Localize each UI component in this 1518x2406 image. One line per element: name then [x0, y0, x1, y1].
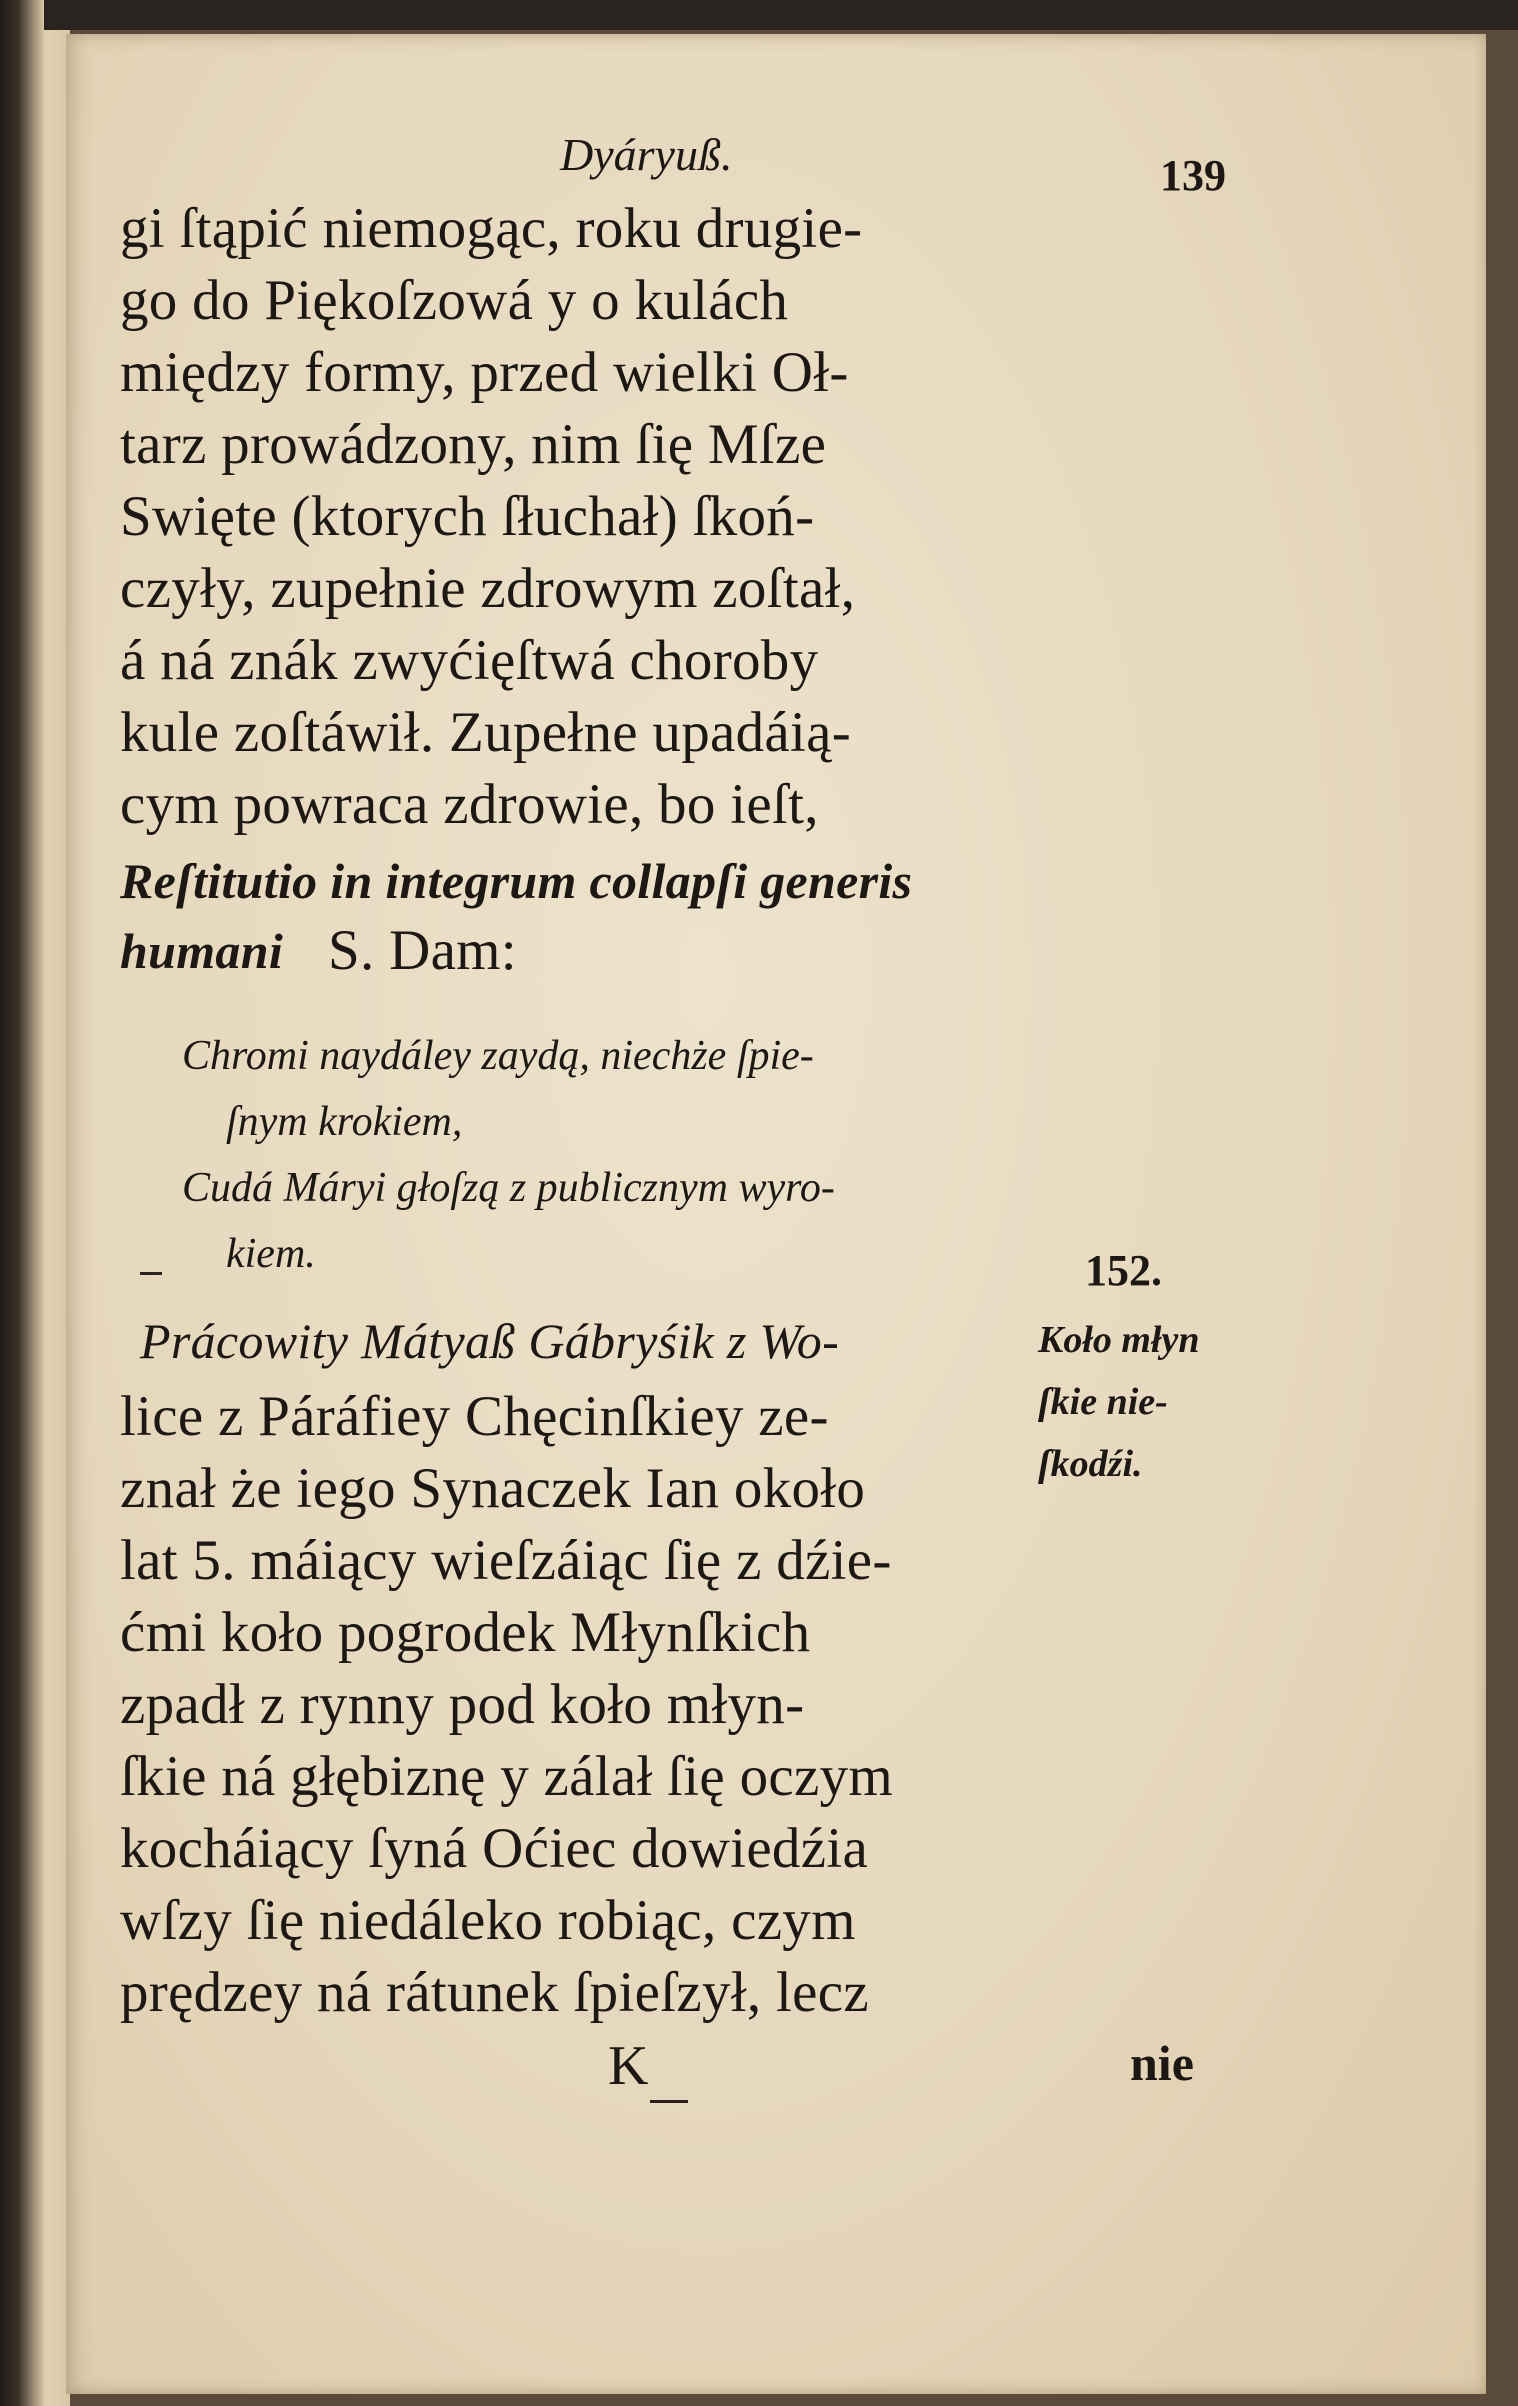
catchword: nie — [1130, 2035, 1194, 2091]
binding-top-edge — [0, 0, 1518, 30]
body-line: prędzey ná rátunek ſpieſzył, lecz — [120, 1961, 869, 2024]
running-title: Dyáryuß. — [560, 129, 733, 180]
body-line: Swięte (ktorych ſłuchał) ſkoń- — [120, 485, 815, 548]
body-line: między formy, przed wielki Oł- — [120, 341, 849, 404]
verse-line: kiem. — [226, 1231, 316, 1277]
body-line: wſzy ſię niedáleko robiąc, czym — [120, 1889, 856, 1952]
margin-note-line: ſkie nie- — [1038, 1381, 1168, 1423]
latin-quote-line: Reſtitutio in integrum collapſi generis — [120, 853, 913, 909]
body-line: lice z Páráfiey Chęcinſkiey ze- — [120, 1385, 829, 1448]
latin-quote-line: humani — [120, 923, 284, 979]
body-line: zpadł z rynny pod koło młyn- — [120, 1673, 805, 1736]
margin-note-line: ſkodźi. — [1038, 1443, 1143, 1485]
body-line: kocháiący ſyná Oćiec dowiedźia — [120, 1817, 869, 1880]
verse-line: ſnym krokiem, — [226, 1099, 463, 1145]
body-line: czyły, zupełnie zdrowym zoſtał, — [120, 557, 856, 620]
page-number: 139 — [1160, 151, 1226, 200]
binding-shadow — [0, 0, 44, 2406]
body-line: znał że iego Synaczek Ian około — [120, 1457, 866, 1520]
body-line: ſkie ná głębiznę y zálał ſię oczym — [120, 1745, 894, 1808]
body-line: cym powraca zdrowie, bo ieſt, — [120, 773, 819, 836]
verse-line: Cudá Máryi głoſzą z publicznym wyro- — [182, 1165, 835, 1211]
body-line: lat 5. máiący wieſzáiąc ſię z dźie- — [120, 1529, 892, 1592]
section-number: 152. — [1085, 1246, 1162, 1295]
body-line: go do Piękoſzowá y o kulách — [120, 269, 789, 332]
body-line: tarz prowádzony, nim ſię Mſze — [120, 413, 827, 476]
margin-note-line: Koło młyn — [1038, 1319, 1200, 1361]
body-line: á ná znák zwyćięſtwá choroby — [120, 629, 819, 692]
body-line: kule zoſtáwił. Zupełne upadáią- — [120, 701, 852, 764]
latin-attribution: S. Dam: — [328, 919, 517, 982]
body-line: ćmi koło pogrodek Młynſkich — [120, 1601, 811, 1664]
body-line: gi ſtąpić niemogąc, roku drugie- — [120, 197, 863, 260]
separator-dash — [140, 1272, 162, 1275]
signature-mark: K — [608, 2035, 649, 2097]
signature-underline — [650, 2100, 688, 2103]
verse-line: Chromi naydáley zaydą, niechże ſpie- — [182, 1033, 814, 1079]
book-page — [66, 34, 1486, 2394]
body-line: Prácowity Mátyaß Gábryśik z Wo- — [140, 1313, 840, 1369]
